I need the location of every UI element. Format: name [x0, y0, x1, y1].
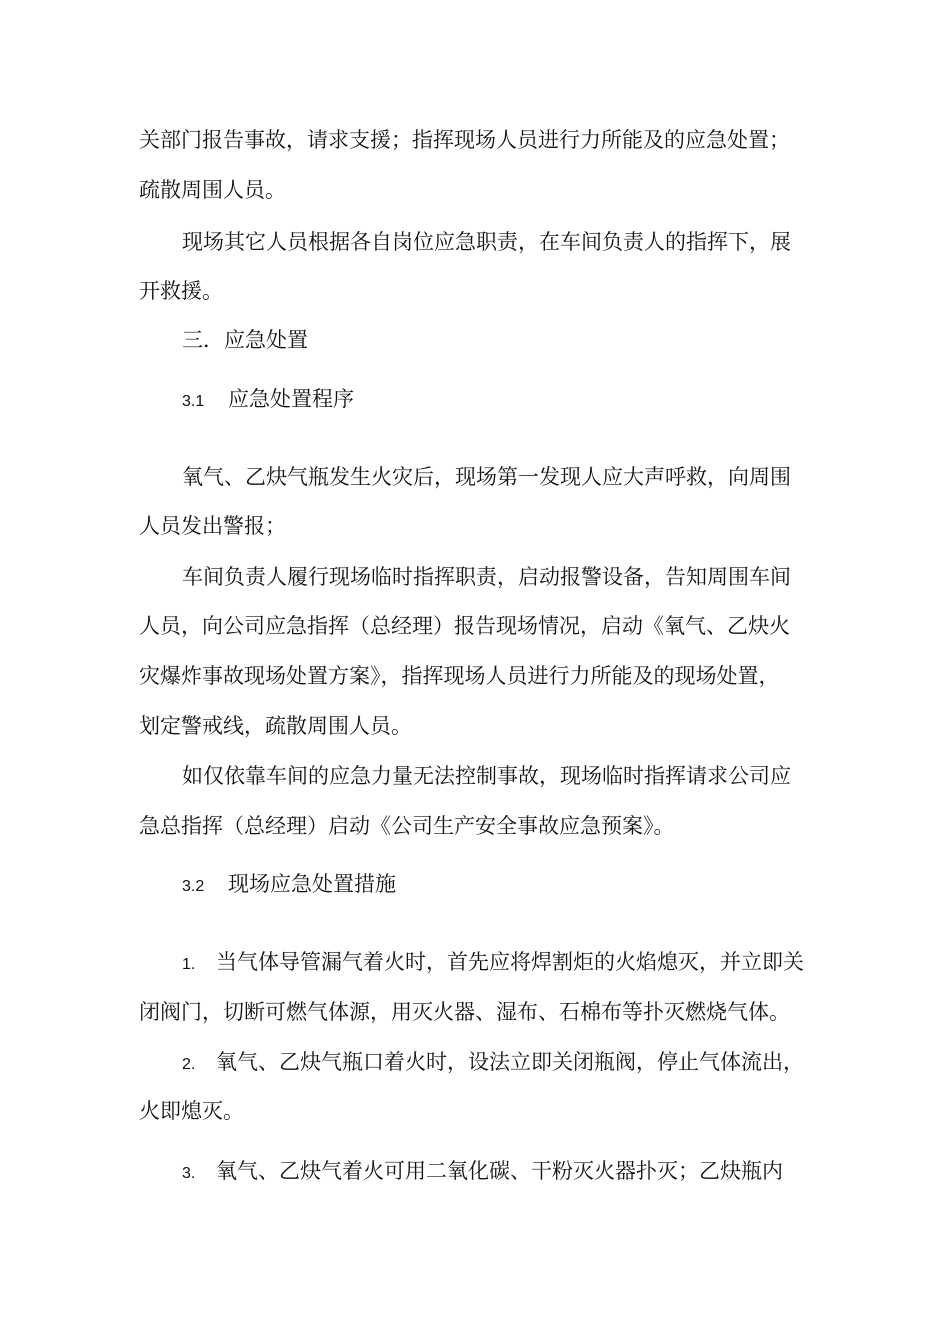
subsection-heading-3-1	[182, 385, 354, 416]
subsection-title: 现场应急处置措施	[228, 872, 396, 896]
body-text-line-2: 疏散周围人员。	[139, 178, 286, 202]
list-item-3	[182, 1157, 783, 1188]
subsection-number: 3.1	[182, 393, 205, 410]
body-text-line-6: 人员发出警报；	[139, 514, 286, 538]
subsection-number: 3.2	[182, 878, 205, 895]
body-text-line-13: 闭阀门，切断可燃气体源，用灭火器、湿布、石棉布等扑灭燃烧气体。	[139, 1000, 790, 1024]
list-item-number: 3.	[182, 1165, 196, 1182]
body-text-line-8: 人员，向公司应急指挥（总经理）报告现场情况，启动《氧气、乙炔火	[139, 614, 790, 638]
body-text-line-12: 急总指挥（总经理）启动《公司生产安全事故应急预案》。	[139, 814, 675, 838]
body-text-line-1: 关部门报告事故，请求支援；指挥现场人员进行力所能及的应急处置；	[139, 128, 790, 152]
subsection-heading-3-2	[182, 870, 396, 901]
body-text-line-5: 氧气、乙炔气瓶发生火灾后，现场第一发现人应大声呼救，向周围	[182, 465, 791, 489]
body-text-line-7: 车间负责人履行现场临时指挥职责，启动报警设备，告知周围车间	[182, 565, 791, 589]
body-text-line-9: 灾爆炸事故现场处置方案》，指挥现场人员进行力所能及的现场处置，	[139, 664, 780, 688]
body-text-line-3: 现场其它人员根据各自岗位应急职责，在车间负责人的指挥下，展	[182, 230, 791, 254]
section-heading-3: 三．应急处置	[182, 328, 308, 352]
list-item-text: 当气体导管漏气着火时，首先应将焊割炬的火焰熄灭，并立即关	[216, 950, 804, 974]
list-item-1	[182, 948, 804, 979]
list-item-text: 氧气、乙炔气着火可用二氧化碳、干粉灭火器扑灭；乙炔瓶内	[216, 1159, 783, 1183]
subsection-title: 应急处置程序	[228, 387, 354, 411]
list-item-number: 1.	[182, 956, 196, 973]
body-text-line-11: 如仅依靠车间的应急力量无法控制事故，现场临时指挥请求公司应	[182, 764, 791, 788]
body-text-line-4: 开救援。	[139, 279, 223, 303]
body-text-line-14: 火即熄灭。	[139, 1099, 244, 1123]
body-text-line-10: 划定警戒线，疏散周围人员。	[139, 714, 412, 738]
list-item-2	[182, 1048, 804, 1079]
list-item-text: 氧气、乙炔气瓶口着火时，设法立即关闭瓶阀，停止气体流出，	[216, 1050, 804, 1074]
list-item-number: 2.	[182, 1056, 196, 1073]
